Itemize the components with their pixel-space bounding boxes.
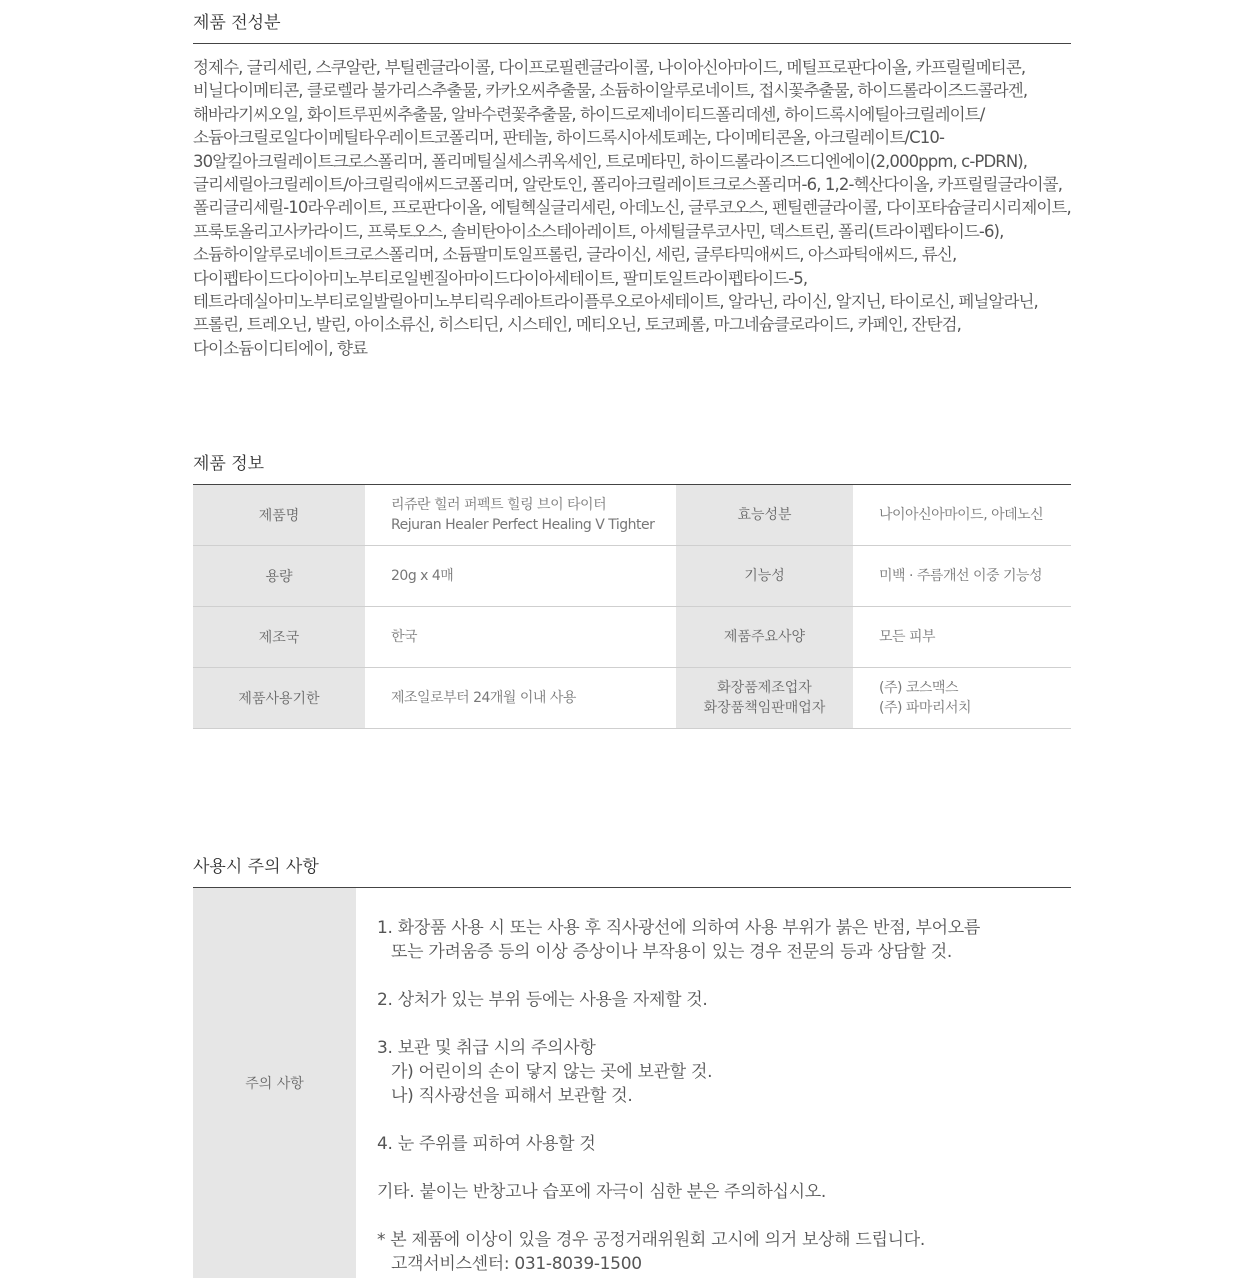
caution-item: 4. 눈 주위를 피하여 사용할 것 xyxy=(377,1134,596,1154)
caution-line: 나) 직사광선을 피해서 보관할 것. xyxy=(391,1086,633,1106)
product-info-table xyxy=(193,485,1071,729)
ingredients-section xyxy=(193,8,1071,360)
row-label: 제조국 xyxy=(193,607,365,668)
caution-body xyxy=(356,888,1071,1278)
ingredients-text: 정제수, 글리세린, 스쿠알란, 부틸렌글라이콜, 다이프로필렌글라이콜, 나이아신아마이드, 메틸프로판다이올, 카프릴릴메티콘, 비닐다이메티콘, 클로렐라 불가리스추출물, 카카오씨추출물, 소듐하이알루로네이트, 접시꽃추출물, 하이드롤라이즈드콜라겐, 해바라기씨오일, 화이트루핀씨추출물, 알바수련꽃추출물, 하이드로제네이티드폴리데센, 하이드록시에틸아크릴레이트/소듐아크릴로일다이메틸타우레이트코폴리머, 판테놀, 하이드록시아세토페논, 다이메티콘올, 아크릴레이트/C10-30알킬아크릴레이트크로스폴리머, 폴리메틸실세스퀴옥세인, 트로메타민, 하이드롤라이즈드디엔에이(2,000ppm, c-PDRN), 글리세릴아크릴레이트/아크릴릭애씨드코폴리머, 알란토인, 폴리아크릴레이트크로스폴리머-6, 1,2-헥산다이올, 카프릴릴글라이콜, 폴리글리세릴-10라우레이트, 프로판다이올, 에틸헥실글리세린, 아데노신, 글루코오스, 펜틸렌글라이콜, 다이포타슘글리시리제이트, 프룩토올리고사카라이드, 프룩토오스, 솔비탄아이소스테아레이트, 아세틸글루코사민, 덱스트린, 폴리(트라이펩타이드-6), 소듐하이알루로네이트크로스폴리머, 소듐팔미토일프롤린, 글라이신, 세린, 글루타믹애씨드, 아스파틱애씨드, 류신, 다이펩타이드다이아미노부티로일벤질아마이드다이아세테이트, 팔미토일트라이펩타이드-5, 테트라데실아미노부티로일발릴아미노부티릭우레아트라이플루오로아세테이트, 알라닌, 라이신, 알지닌, 타이로신, 페닐알라닌, 프롤린, 트레오닌, 발린, 아이소류신, 히스티딘, 시스테인, 메티오닌, 토코페롤, 마그네슘클로라이드, 카페인, 잔탄검, 다이소듐이디티에이, 향료 xyxy=(193,58,1071,358)
row-value xyxy=(853,607,1071,668)
value-line: Rejuran Healer Perfect Healing V Tighter xyxy=(391,517,655,533)
label-line: 화장품제조업자 xyxy=(717,680,812,696)
row-value xyxy=(365,546,676,607)
value-line: 제조일로부터 24개월 이내 사용 xyxy=(391,690,576,706)
table-row xyxy=(193,485,1071,546)
row-value xyxy=(853,546,1071,607)
row-label: 제품명 xyxy=(193,485,365,546)
value-line: (주) 파마리서치 xyxy=(879,700,972,716)
product-info-section xyxy=(193,449,1071,729)
table-row xyxy=(193,546,1071,607)
caution-box xyxy=(193,888,1071,1278)
row-value xyxy=(365,485,676,546)
value-line: 리쥬란 힐러 퍼펙트 힐링 브이 타이터 xyxy=(391,497,607,513)
value-line: 나이아신아마이드, 아데노신 xyxy=(879,507,1044,523)
title-divider xyxy=(193,43,1071,44)
caution-item: 2. 상처가 있는 부위 등에는 사용을 자제할 것. xyxy=(377,990,708,1010)
row-label xyxy=(676,607,853,668)
row-label: 용량 xyxy=(193,546,365,607)
row-value xyxy=(853,485,1071,546)
row-value xyxy=(853,668,1071,729)
table-row xyxy=(193,668,1071,729)
value-line: 모든 피부 xyxy=(879,629,936,645)
caution-title: 사용시 주의 사항 xyxy=(193,857,319,877)
row-value xyxy=(365,607,676,668)
product-info-title: 제품 정보 xyxy=(193,454,265,474)
value-line: 미백 · 주름개선 이중 기능성 xyxy=(879,568,1043,584)
label-line: 화장품책임판매업자 xyxy=(703,700,826,716)
value-line: 한국 xyxy=(391,629,418,645)
caution-label: 주의 사항 xyxy=(193,888,356,1278)
label-line: 기능성 xyxy=(744,568,785,584)
caution-line: 3. 보관 및 취급 시의 주의사항 xyxy=(377,1038,596,1058)
row-label xyxy=(676,668,853,729)
caution-item xyxy=(377,1036,1071,1108)
row-value xyxy=(365,668,676,729)
value-line: 20g x 4매 xyxy=(391,568,454,584)
caution-item xyxy=(377,916,1071,964)
row-label: 제품사용기한 xyxy=(193,668,365,729)
caution-line: 가) 어린이의 손이 닿지 않는 곳에 보관할 것. xyxy=(391,1062,713,1082)
caution-notice xyxy=(377,1228,1071,1276)
row-label xyxy=(676,485,853,546)
label-line: 제품주요사양 xyxy=(723,629,806,645)
ingredients-title: 제품 전성분 xyxy=(193,13,281,33)
value-line: (주) 코스맥스 xyxy=(879,680,958,696)
caution-section xyxy=(193,852,1071,1278)
caution-line: 1. 화장품 사용 시 또는 사용 후 직사광선에 의하여 사용 부위가 붉은 반점, 부어오름 xyxy=(377,918,980,938)
table-row xyxy=(193,607,1071,668)
caution-line: 또는 가려움증 등의 이상 증상이나 부작용이 있는 경우 전문의 등과 상담할 것. xyxy=(391,942,953,962)
notice-line: * 본 제품에 이상이 있을 경우 공정거래위원회 고시에 의거 보상해 드립니다. xyxy=(377,1230,926,1250)
label-line: 효능성분 xyxy=(737,507,792,523)
row-label xyxy=(676,546,853,607)
customer-service-line: 고객서비스센터: 031-8039-1500 xyxy=(391,1254,642,1274)
caution-item: 기타. 붙이는 반창고나 습포에 자극이 심한 분은 주의하십시오. xyxy=(377,1182,826,1202)
